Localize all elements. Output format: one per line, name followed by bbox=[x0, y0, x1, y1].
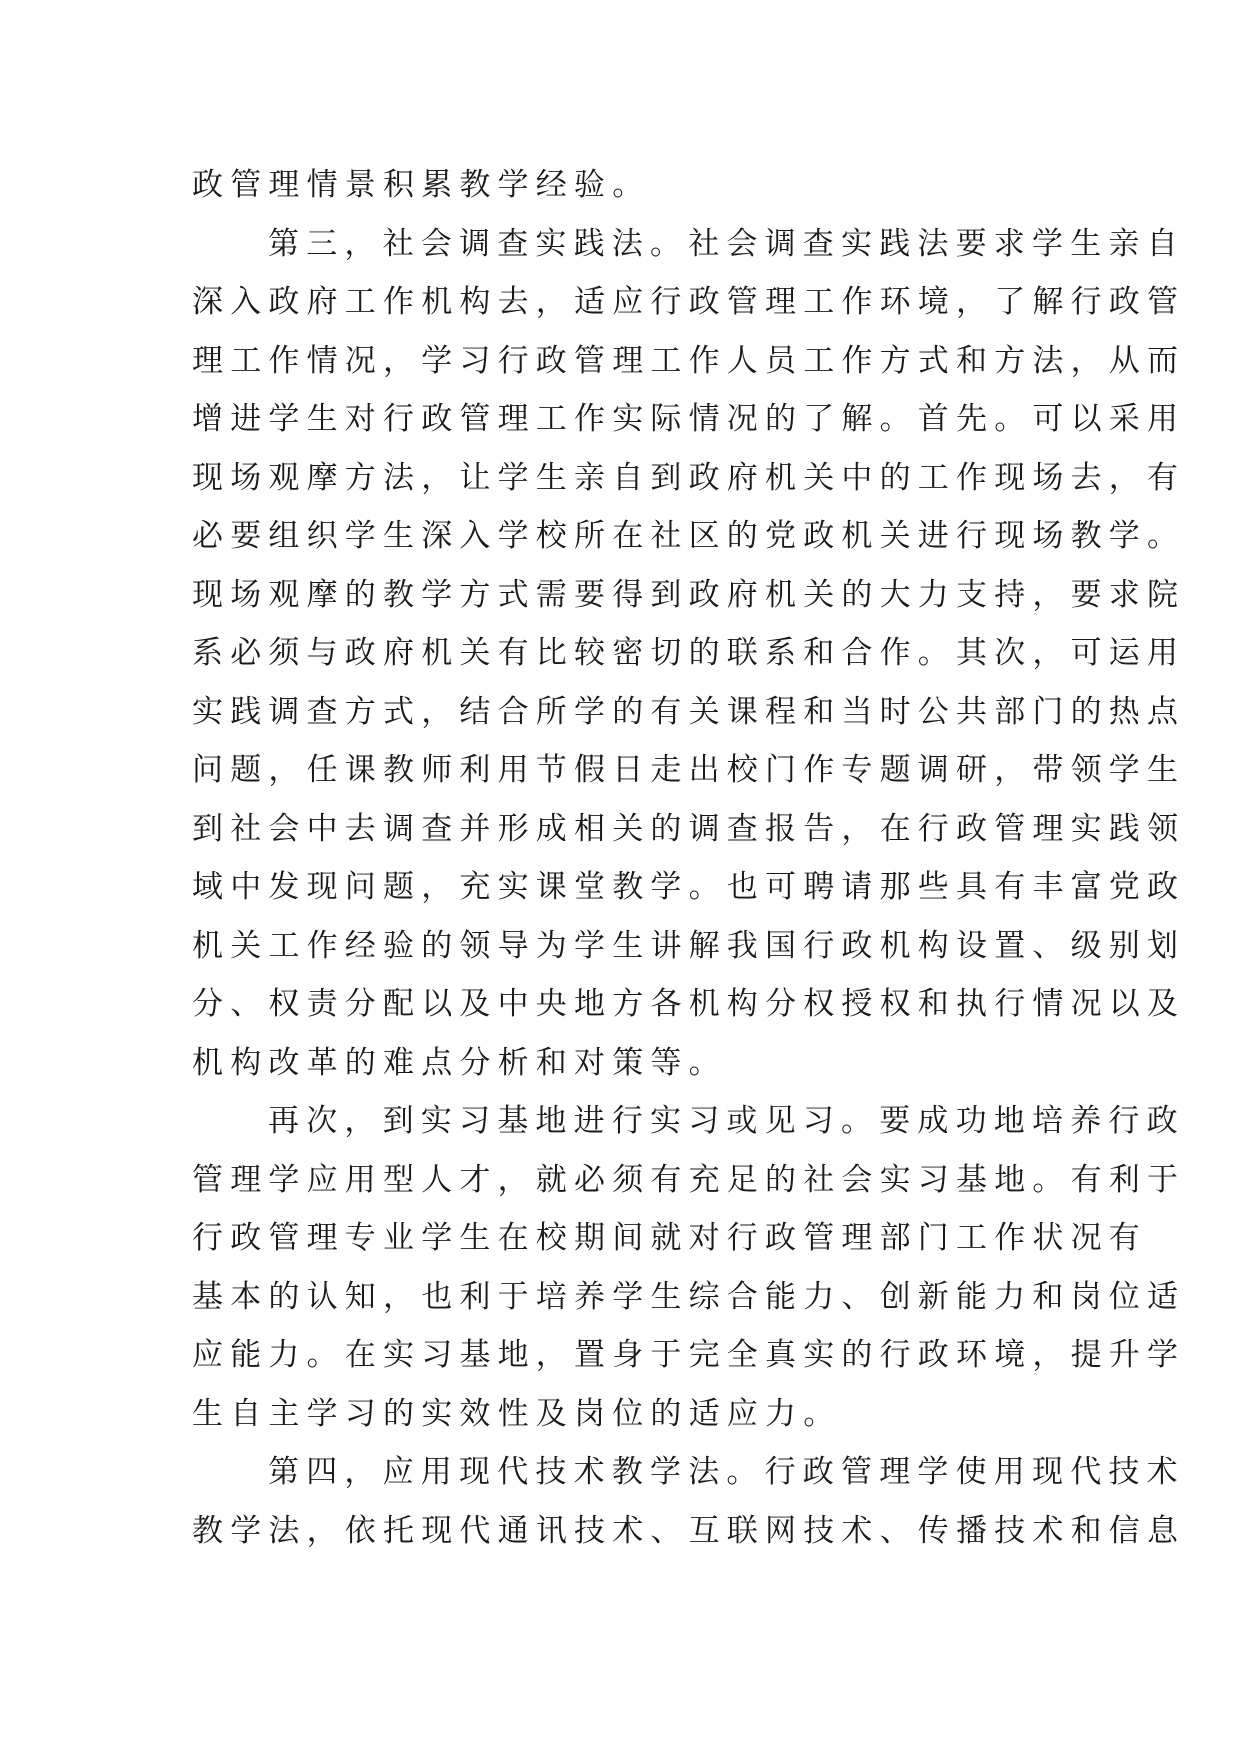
text-line: 机关工作经验的领导为学生讲解我国行政机构设置、级别划 bbox=[192, 927, 1186, 964]
text-line: 管理学应用型人才，就必须有充足的社会实习基地。有利于 bbox=[192, 1161, 1186, 1198]
text-line: 行政管理专业学生在校期间就对行政管理部门工作状况有 bbox=[192, 1220, 1147, 1256]
text-line: 分、权责分配以及中央地方各机构分权授权和执行情况以及 bbox=[192, 986, 1186, 1022]
text-line: 增进学生对行政管理工作实际情况的了解。首先。可以采用 bbox=[192, 401, 1186, 437]
text-line: 现场观摩方法，让学生亲自到政府机关中的工作现场去，有 bbox=[192, 459, 1186, 496]
text-line: 实践调查方式，结合所学的有关课程和当时公共部门的热点 bbox=[192, 693, 1186, 730]
text-line: 问题，任课教师利用节假日走出校门作专题调研，带领学生 bbox=[192, 752, 1186, 788]
text-line: 域中发现问题，充实课堂教学。也可聘请那些具有丰富党政 bbox=[192, 869, 1186, 905]
paragraph-start-line: 再次，到实习基地进行实习或见习。要成功地培养行政 bbox=[268, 1103, 1185, 1139]
text-line: 到社会中去调查并形成相关的调查报告，在行政管理实践领 bbox=[192, 810, 1186, 847]
text-line: 理工作情况，学习行政管理工作人员工作方式和方法，从而 bbox=[192, 342, 1186, 379]
text-line: 生自主学习的实效性及岗位的适应力。 bbox=[192, 1395, 842, 1432]
text-line: 机构改革的难点分析和对策等。 bbox=[192, 1044, 727, 1081]
text-line: 系必须与政府机关有比较密切的联系和合作。其次，可运用 bbox=[192, 635, 1186, 671]
text-line: 应能力。在实习基地，置身于完全真实的行政环境，提升学 bbox=[192, 1337, 1186, 1373]
text-line: 政管理情景积累教学经验。 bbox=[192, 167, 651, 203]
text-line: 深入政府工作机构去，适应行政管理工作环境，了解行政管 bbox=[192, 284, 1186, 320]
paragraph-start-line: 第三，社会调查实践法。社会调查实践法要求学生亲自 bbox=[268, 225, 1185, 262]
text-line: 基本的认知，也利于培养学生综合能力、创新能力和岗位适 bbox=[192, 1278, 1186, 1315]
text-line: 现场观摩的教学方式需要得到政府机关的大力支持，要求院 bbox=[192, 576, 1186, 613]
paragraph-start-line: 第四，应用现代技术教学法。行政管理学使用现代技术 bbox=[268, 1454, 1185, 1490]
text-line: 教学法，依托现代通讯技术、互联网技术、传播技术和信息 bbox=[192, 1512, 1186, 1549]
text-line: 必要组织学生深入学校所在社区的党政机关进行现场教学。 bbox=[192, 518, 1186, 554]
body-text bbox=[192, 156, 1186, 1560]
